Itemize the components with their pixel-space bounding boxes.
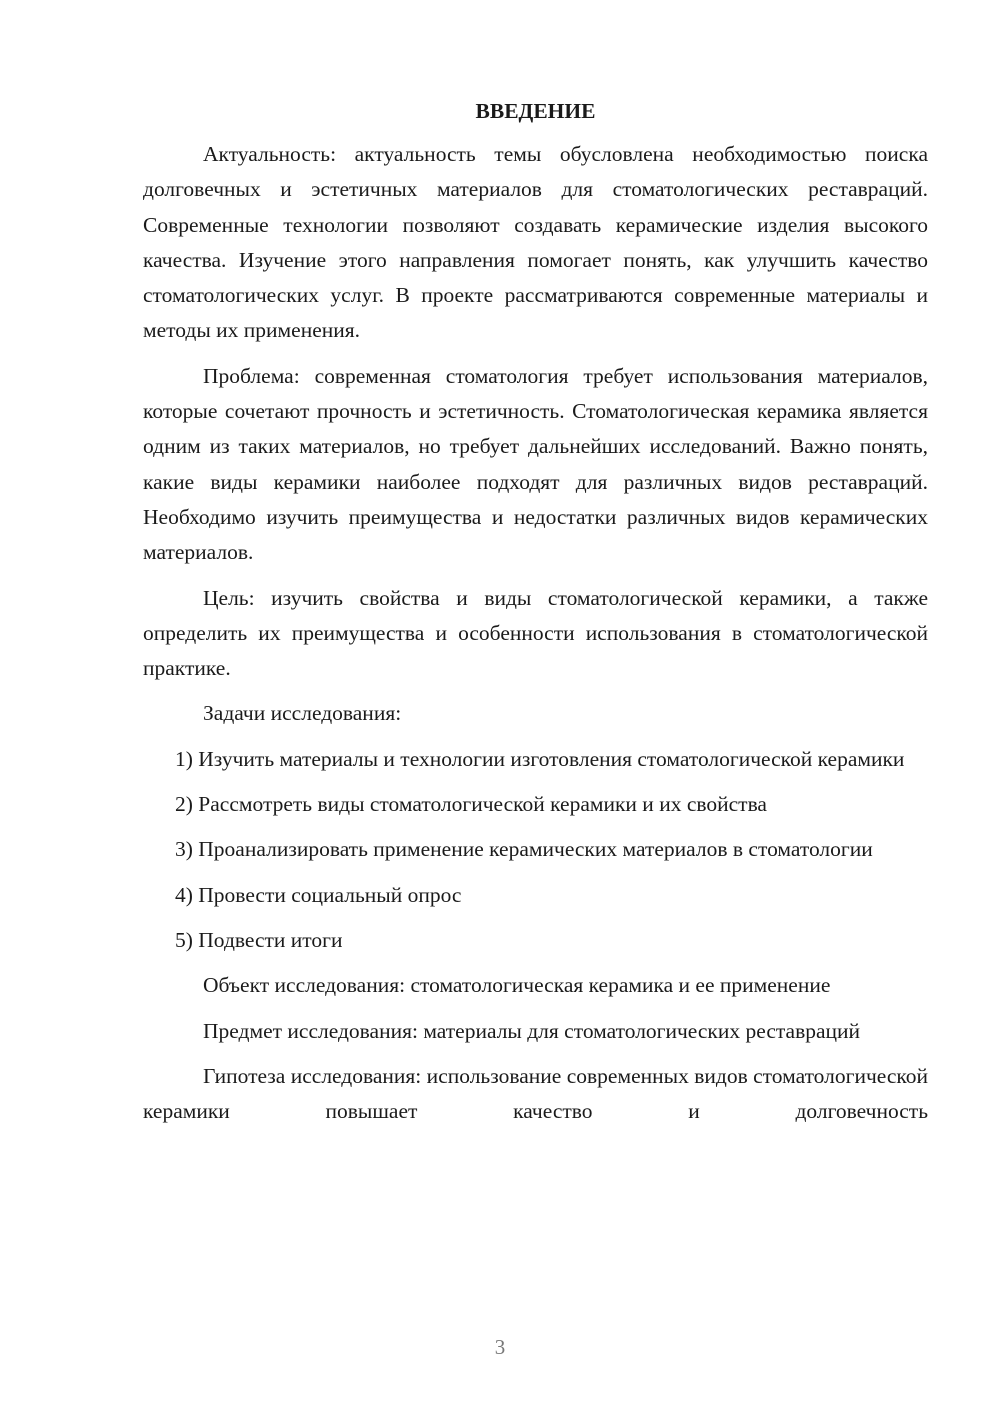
paragraph-problem: Проблема: современная стоматология требует использования материалов, которые сочетают прочность и эстетичность. Стоматологическая керамика является одним из таких материалов, но требует дальнейших исследований. Важно понять, какие виды керамики наиболее подходят для различных видов реставраций. Необходимо изучить преимущества и недостатки различных видов керамических материалов. xyxy=(143,363,928,565)
list-item: 2) Рассмотреть виды стоматологической керамики и их свойства xyxy=(175,792,767,817)
tasks-list xyxy=(143,742,928,958)
paragraph-goal: Цель: изучить свойства и виды стоматологической керамики, а также определить их преимущества и особенности использования в стоматологической практике. xyxy=(143,585,928,681)
paragraph-hypothesis: Гипотеза исследования: использование современных видов стоматологической керамики повышает качество и долговечность xyxy=(143,1063,928,1124)
paragraph-subject: Предмет исследования: материалы для стоматологических реставраций xyxy=(203,1018,861,1043)
list-item: 1) Изучить материалы и технологии изготовления стоматологической керамики xyxy=(175,746,905,771)
page-number: 3 xyxy=(494,1335,506,1359)
tasks-heading: Задачи исследования: xyxy=(203,701,402,726)
list-item: 5) Подвести итоги xyxy=(175,927,343,952)
list-item: 4) Провести социальный опрос xyxy=(175,882,462,907)
paragraph-relevance: Актуальность: актуальность темы обусловлена необходимостью поиска долговечных и эстетичных материалов для стоматологических реставраций. Современные технологии позволяют создавать керамические изделия высокого качества. Изучение этого направления помогает понять, как улучшить качество стоматологических услуг. В проекте рассматриваются современные материалы и методы их применения. xyxy=(143,142,928,343)
paragraph-object: Объект исследования: стоматологическая керамика и ее применение xyxy=(203,973,831,998)
list-item: 3) Проанализировать применение керамических материалов в стоматологии xyxy=(175,837,873,862)
page-title: ВВЕДЕНИЕ xyxy=(475,99,596,123)
document-page xyxy=(143,92,928,1129)
